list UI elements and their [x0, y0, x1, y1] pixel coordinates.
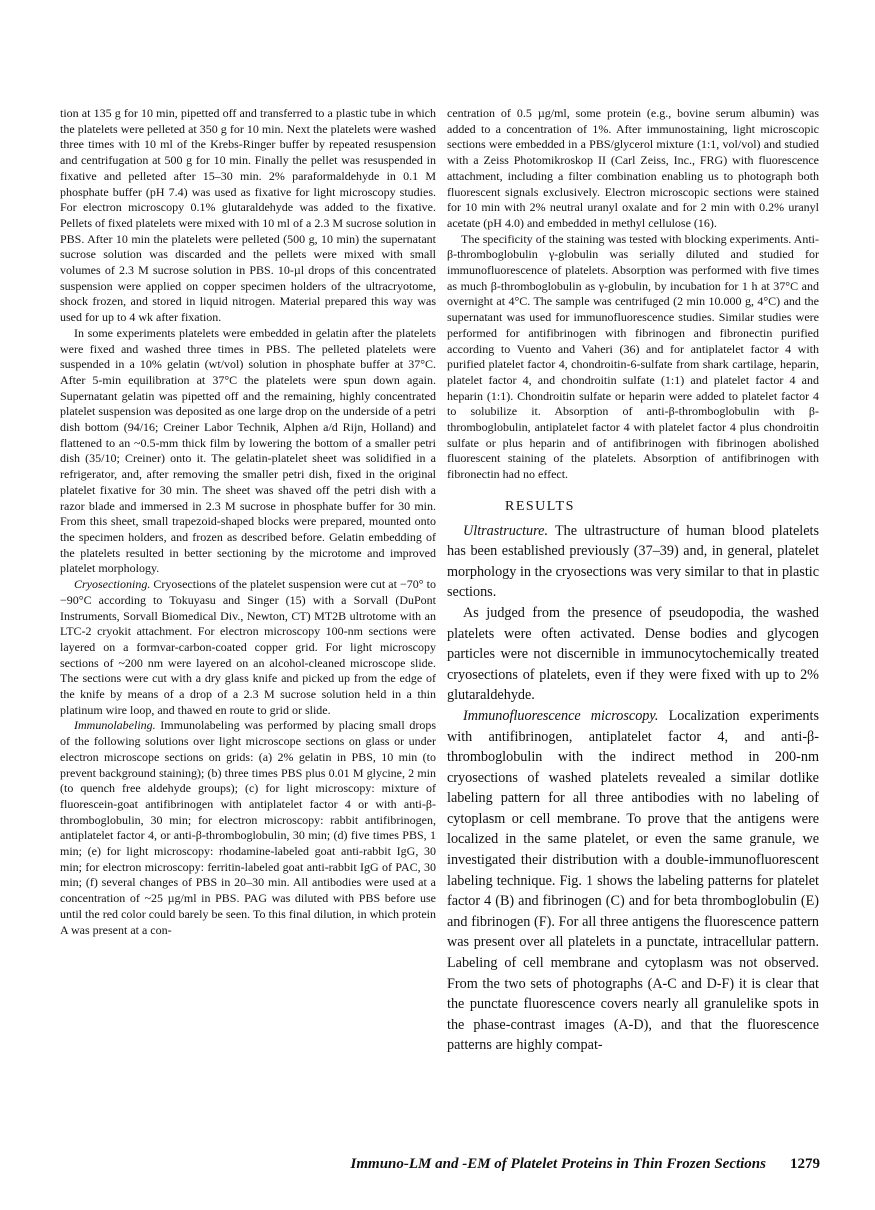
results-paragraph-pseudopodia: As judged from the presence of pseudopodia, the washed platelets were often activated. Dense bodies and glycogen particles were not discernible in immunocytochemically treated cryosections of platelets, even if they were fixed with up to 2% glutaraldehyde.: [447, 604, 819, 704]
cryosectioning-text: Cryosections of the platelet suspension were cut at −70° to −90°C according to Tokuyasu and Singer (15) with a Sorvall (DuPont Instruments, Sorvall Biomedical Div., Newton, CT) MT2B ultrotome with an LTC-2 cryokit attachment. For electron microscopy 100-nm sections were layered on a formvar-carbon-coated copper grid. For light microscopy sections of ~200 nm were layered on an alcohol-cleaned microscope slide. The sections were cut with a dry glass knife and picked up from the edge of the knife by means of a drop of a 2.3 M sucrose solution held in a thin platinum wire loop, and thawed en route to grid or slide.: [60, 577, 436, 717]
page-footer: [60, 1156, 820, 1173]
right-column: [447, 106, 819, 1056]
right-paragraph-1: centration of 0.5 µg/ml, some protein (e.g., bovine serum albumin) was added to a concentration of 1%. After immunostaining, light microscopic sections were embedded in a PBS/glycerol mixture (1:1, vol/vol) and studied with a Zeiss Photomikroskop II (Carl Zeiss, Inc., FRG) with fluorescence attachment, including a filter combination enabling us to photograph both fluorescent signals exclusively. Electron microscopic sections were stained for 10 min with 2% neutral uranyl oxalate and for 2 min with 0.2% uranyl acetate (pH 4.0) and embedded in methyl cellulose (16).: [447, 106, 819, 230]
results-paragraph-ultrastructure: [447, 521, 819, 603]
left-column: [60, 106, 436, 938]
immunofluorescence-text: Localization experiments with antifibrinogen, antiplatelet factor 4, and anti-β-thromboglobulin with the indirect method in 200-nm cryosections of washed platelets revealed a similar dotlike labeling pattern for all three antibodies with no labeling of cytoplasm or cell membrane. To prove that the antigens were localized in the same platelet, or even the same granule, we investigated their distribution with a double-immunofluorescent labeling technique. Fig. 1 shows the labeling patterns for platelet factor 4 (B) and fibrinogen (C) and for beta thromboglobulin (E) and fibrinogen (F). For all three antigens the fluorescence pattern was present over all platelets in a punctate, intracellular pattern. Labeling of cell membrane and cytoplasm was not observed. From the two sets of photographs (A-C and D-F) it is clear that the punctate fluorescence covers nearly all granulelike spots in the phase-contrast images (A-D), and that the fluorescence patterns are highly compat-: [447, 707, 819, 1054]
left-paragraph-1: tion at 135 g for 10 min, pipetted off and transferred to a plastic tube in which the platelets were pelleted at 350 g for 10 min. Next the platelets were washed three times with 10 ml of the Krebs-Ringer buffer by repeated resuspension and centrifugation at 500 g for 10 min. Finally the pellet was resuspended in fixative and pelleted after 15–30 min. 2% paraformaldehyde in 0.1 M phosphate buffer (pH 7.4) was used as fixative for light microscopy studies. For electron microscopy 0.1% glutaraldehyde was added to the fixative. Pellets of fixed platelets were mixed with 10 ml of a 2.3 M sucrose solution in PBS. After 10 min the platelets were pelleted (500 g, 10 min) the supernatant sucrose solution was discarded and the pellets were mixed with small volumes of 2.3 M sucrose solution in PBS. 10-µl drops of this concentrated suspension were applied on copper specimen holders of the ultracryotome, shock frozen, and stored in liquid nitrogen. Material prepared this way was used for up to 4 wk after fixation.: [60, 106, 436, 325]
left-paragraph-2: In some experiments platelets were embedded in gelatin after the platelets were fixed and washed three times in PBS. The pelleted platelets were suspended in a 10% gelatin (wt/vol) solution in phosphate buffer at 37°C. After 5-min equilibration at 37°C the platelets were spun down again. Supernatant gelatin was pipetted off and the remaining, highly concentrated platelet suspension was deposited as one large drop on the underside of a petri dish bottom (94/16; Creiner Labor Technik, Alphen a/d Rijn, Holland) and flattened to an ~0.5-mm thick film by lowering the bottom of a smaller petri dish (35/10; Creiner) onto it. The gelatin-platelet sheet was solidified in a refrigerator, and, after removing the smaller petri dish, fixed in the original platelet fixative for 30 min. The sheet was shaved off the petri dish with a razor blade and immersed in 2.3 M sucrose in phosphate buffer for 30 min. From this sheet, small trapezoid-shaped blocks were prepared, mounted onto the specimen holders, and frozen as described before. Gelatin embedding of the platelets resulted in better sectioning by the microtome and improved platelet morphology.: [60, 325, 436, 576]
immunolabeling-text: Immunolabeling was performed by placing small drops of the following solutions over light microscope sections on glass or under electron microscope sections on grids: (a) 2% gelatin in PBS, 10 min (to prevent background staining); (b) three times PBS plus 0.01 M glycine, 2 min (to quench free aldehyde groups); (c) for light microscopy: mixture of fluorescein-goat antifibrinogen with antiplatelet factor 4 or with anti-β-thromboglobulin, 30 min; for electron microscopy: rabbit antifibrinogen, antiplatelet factor 4, or anti-β-thromboglobulin, 30 min; (d) five times PBS, 1 min; (e) for light microscopy: rhodamine-labeled goat anti-rabbit IgG, 30 min; for electron microscopy: ferritin-labeled goat anti-rabbit IgG of PAC, 30 min; (f) several changes of PBS in 20–30 min. All antibodies were used at a concentration of ~25 µg/ml in PBS. PAG was diluted with PBS before use until the red color could barely be seen. To this final dilution, in which protein A was present at a con-: [60, 718, 436, 937]
results-paragraph-immunofluorescence: [447, 706, 819, 1056]
right-paragraph-specificity: The specificity of the staining was tested with blocking experiments. Anti-β-thromboglobulin γ-globulin was serially diluted and studied for immunofluorescence of platelets. Absorption was performed with five times as much β-thromboglobulin as γ-globulin, by incubation for 1 h at 37°C and overnight at 4°C. The sample was centrifuged (2 min 10.000 g, 4°C) and the supernatant was used for immunofluorescence studies. Similar studies were performed for antifibrinogen with fibrinogen and fibronectin purified according to Vuento and Vaheri (36) and for antiplatelet factor 4 with purified platelet factor 4, chondroitin-6-sulfate from shark cartilage, heparin, platelet factor 4, and chondroitin sulfate (1:1) and platelet factor 4 and heparin (1:1). Chondroitin sulfate or heparin were added to platelet factor 4 to solubilize it. Absorption of anti-β-thromboglobulin with β-thromboglobulin, antiplatelet factor 4 with platelet factor 4 plus chondroitin sulfate or plus heparin and of antifibrinogen with fibrinogen abolished fluorescent staining of the platelets. Absorption of antifibrinogen with fibronectin had no effect.: [447, 231, 819, 482]
run-in-heading-ultrastructure: Ultrastructure.: [463, 522, 548, 539]
ultrastructure-text: The ultrastructure of human blood platelets has been established previously (37–39) and, in general, platelet morphology in the cryosections was very similar to that in plastic sections.: [447, 522, 819, 601]
run-in-heading-immunolabeling: Immunolabeling.: [74, 718, 156, 733]
page-number: 1279: [790, 1156, 820, 1172]
left-paragraph-immunolabeling: [60, 718, 436, 938]
running-title: Immuno-LM and -EM of Platelet Proteins in Thin Frozen Sections: [350, 1156, 766, 1172]
results-body: [447, 521, 819, 1056]
section-heading-results: RESULTS: [505, 498, 575, 514]
run-in-heading-cryosectioning: Cryosectioning.: [74, 577, 151, 592]
left-paragraph-cryosectioning: [60, 577, 436, 718]
run-in-heading-immunofluorescence: Immunofluorescence microscopy.: [463, 707, 659, 724]
